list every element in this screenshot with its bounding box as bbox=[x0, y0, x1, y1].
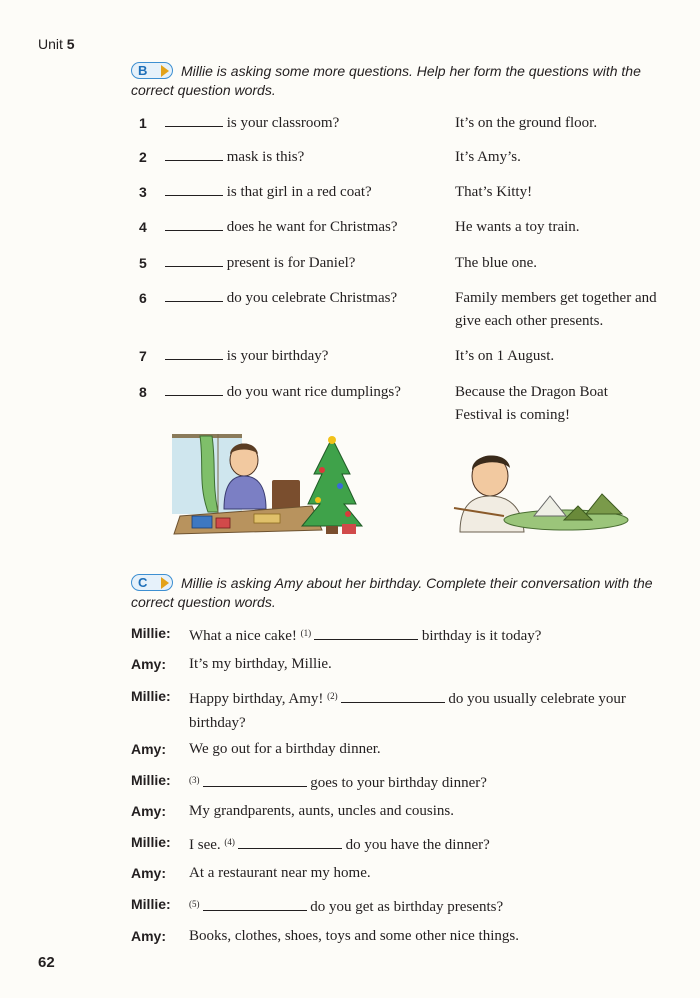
answer-blank[interactable] bbox=[165, 252, 223, 267]
answer-blank[interactable] bbox=[203, 772, 307, 787]
answer-blank[interactable] bbox=[314, 625, 418, 640]
exercise-b-heading bbox=[131, 62, 671, 100]
page-number: 62 bbox=[38, 954, 55, 971]
answer-blank[interactable] bbox=[341, 688, 445, 703]
answer-blank[interactable] bbox=[165, 381, 223, 396]
exercise-c-badge: C bbox=[131, 574, 175, 591]
exercise-c-instruction: Millie is asking Amy about her birthday. Complete their conversation with the correct question words. bbox=[131, 575, 653, 610]
answer-blank[interactable] bbox=[165, 112, 223, 127]
play-arrow-icon bbox=[161, 65, 169, 77]
exercise-c-heading bbox=[131, 574, 671, 612]
answer-blank[interactable] bbox=[165, 345, 223, 360]
exercise-b-badge: B bbox=[131, 62, 175, 79]
answer-blank[interactable] bbox=[238, 834, 342, 849]
rice-dumpling-illustration bbox=[446, 450, 636, 534]
answer-blank[interactable] bbox=[165, 146, 223, 161]
answer-blank[interactable] bbox=[203, 896, 307, 911]
answer-blank[interactable] bbox=[165, 216, 223, 231]
answer-blank[interactable] bbox=[165, 181, 223, 196]
unit-label: Unit 5 bbox=[38, 36, 75, 52]
exercise-b-instruction: Millie is asking some more questions. Help her form the questions with the correct question words. bbox=[131, 63, 641, 98]
play-arrow-icon bbox=[161, 577, 169, 589]
unit-number: 5 bbox=[66, 36, 75, 52]
christmas-boy-illustration bbox=[172, 434, 367, 536]
answer-blank[interactable] bbox=[165, 287, 223, 302]
